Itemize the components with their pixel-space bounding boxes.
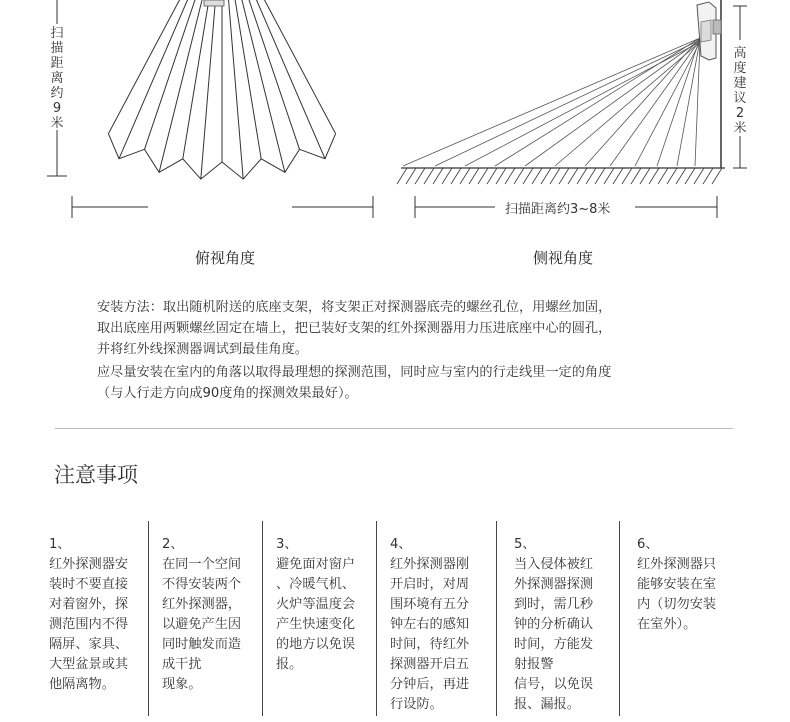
fan-device [204,0,224,6]
side-view-scan-range-label: 扫描距离约3~8米 [501,198,614,217]
floor-hatch-line [640,168,650,184]
detection-ray [465,42,700,166]
floor-hatch-line [532,168,542,184]
note-item-6: 6、 红外探测器只 能够安装在室 内（切勿安装 在室外）。 [637,537,717,632]
detection-ray [695,42,700,166]
floor-hatch-line [487,168,497,184]
fan-spoke [108,0,222,134]
fan-spoke [222,0,285,172]
floor-hatch-line [550,168,560,184]
floor-hatch-line [586,168,596,184]
floor-hatch-line [424,168,434,184]
floor-hatch-line [451,168,461,184]
floor-hatch-line [514,168,524,184]
floor-hatch-line [478,168,488,184]
installation-method-text: 安装方法：取出随机附送的底座支架，将支架正对探测器底壳的螺丝孔位，用螺丝加固， 取出底座用两颗螺丝固定在墙上，把已装好支架的红外探测器用力压进底座中心的圆孔， 并将红外线探测器调试到最佳角度。 [97,300,612,357]
side-view-height-label: 高度建议2米 [733,46,747,136]
pir-sensor-device [697,2,721,60]
floor-hatch-line [406,168,416,184]
detection-ray [435,40,700,166]
side-view-title: 侧视角度 [533,249,594,267]
floor-hatch-line [613,168,623,184]
note-separator [619,521,620,716]
floor-hatch-line [442,168,452,184]
floor-hatch-line [703,168,713,184]
floor-hatch-line [667,168,677,184]
note-item-5: 5、 当入侵体被红 外探测器探测 到时，需几秒 钟的分析确认 时间，方能发 射报警 信号，以免误 报、漏报。 [514,537,594,712]
floor-hatch-line [523,168,533,184]
note-item-1: 1、 红外探测器安 装时不要直接 对着窗外，探 测范围内不得 隔屏、家具、 大型盆景或其 他隔离物。 [49,537,129,692]
floor-hatch-line [496,168,506,184]
floor-hatch-line [631,168,641,184]
note-separator [496,521,497,716]
note-separator [148,521,149,716]
fan-spoke [159,0,222,172]
floor-hatch-line [694,168,704,184]
detection-ray [495,38,700,166]
note-separator [376,521,377,716]
fan-spoke [222,0,261,159]
note-item-4: 4、 红外探测器刚 开启时，对周 围环境有五分 钟左右的感知 时间，待红外 探测器开启五 分钟后，再进 行设防。 [390,537,470,712]
floor-hatch-line [568,168,578,184]
fan-spoke [222,0,325,159]
fan-spoke [222,0,336,134]
detection-ray [585,38,700,166]
side-view-detection-rays [403,38,700,166]
floor-hatch-line [649,168,659,184]
side-view-diagram [395,0,790,230]
floor-hatch-line [658,168,668,184]
floor-hatch-line [676,168,686,184]
detection-ray [635,42,700,166]
floor-hatch-line [505,168,515,184]
note-item-3: 3、 避免面对窗户 、冷暖气机、 火炉等温度会 产生快速变化 的地方以免误 报。 [276,537,356,672]
floor-hatch-line [541,168,551,184]
floor-hatch-line [712,168,722,184]
floor-hatch-line [595,168,605,184]
floor-hatch-line [397,168,407,184]
section-divider [55,428,733,429]
floor-hatch-line [604,168,614,184]
placement-advice-text: 应尽量安装在室内的角落以取得最理想的探测范围，同时应与室内的行走线里一定的角度 （与人行走方向成90度角的探测效果最好）。 [97,365,612,401]
floor-hatch-line [577,168,587,184]
fan-spoke [119,0,222,159]
notes-title: 注意事项 [54,463,138,487]
note-item-2: 2、 在同一个空间 不得安装两个 红外探测器， 以避免产生因 同时触发而造 成干扰 现象。 [162,537,242,692]
detection-ray [610,40,700,166]
detection-ray [525,40,700,166]
floor-hatch-line [622,168,632,184]
top-view-scan-distance-label: 扫描距离约9米 [50,26,64,131]
fan-spoke [183,0,222,159]
floor-hatch-line [460,168,470,184]
top-view-title: 俯视角度 [195,249,256,267]
floor-hatch-line [685,168,695,184]
floor-hatch-line [469,168,479,184]
side-view-floor-hatching [397,168,722,184]
top-view-fan-sectors [108,0,335,179]
note-separator [262,521,263,716]
floor-hatch-line [415,168,425,184]
floor-hatch-line [559,168,569,184]
floor-hatch-line [433,168,443,184]
